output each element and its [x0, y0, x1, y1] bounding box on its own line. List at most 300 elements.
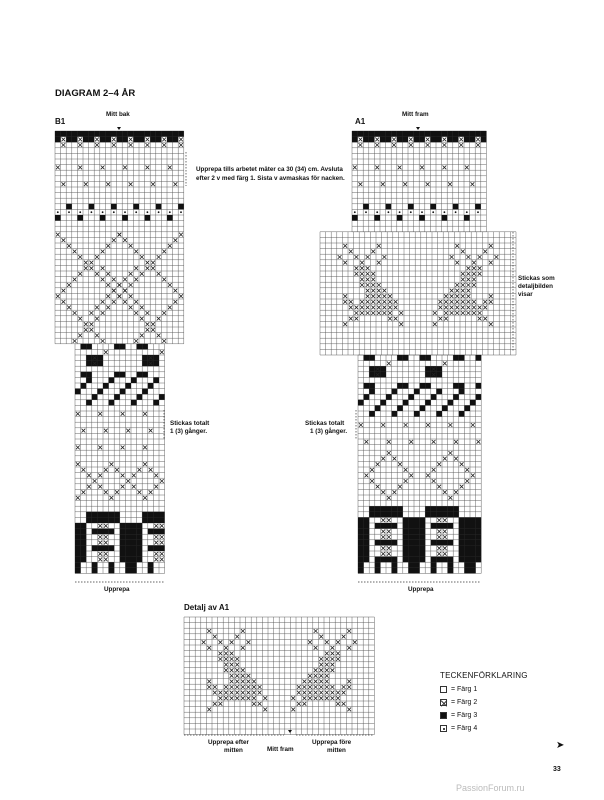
cross-stitch	[450, 289, 454, 293]
cross-stitch	[342, 635, 346, 639]
cross-stitch	[146, 322, 150, 326]
cross-stitch	[118, 294, 122, 298]
cross-stitch	[371, 300, 375, 304]
filled-stitch	[97, 389, 103, 395]
a1-center-marker-icon	[416, 127, 420, 130]
cross-stitch	[398, 462, 402, 466]
cross-stitch	[409, 143, 413, 147]
cross-stitch	[432, 468, 436, 472]
filled-stitch	[92, 529, 98, 535]
filled-stitch	[430, 131, 436, 137]
cross-stitch	[207, 629, 211, 633]
detail-label-left-2: mitten	[224, 747, 243, 754]
cross-stitch	[101, 339, 105, 343]
filled-stitch	[380, 366, 386, 372]
cross-stitch	[143, 446, 147, 450]
b1-note-top-2: efter 2 v med färg 1. Sista v avmaskas för nacken.	[196, 175, 345, 182]
filled-stitch	[431, 394, 437, 400]
cross-stitch	[467, 266, 471, 270]
filled-stitch	[100, 137, 106, 143]
cross-stitch	[140, 317, 144, 321]
filled-stitch	[430, 137, 436, 143]
filled-stitch	[363, 137, 369, 143]
filled-stitch	[420, 557, 426, 563]
filled-stitch	[425, 400, 431, 406]
cross-stitch	[461, 278, 465, 282]
cross-stitch	[325, 663, 329, 667]
cross-stitch	[160, 552, 164, 556]
cross-stitch	[162, 311, 166, 315]
cross-stitch	[219, 702, 223, 706]
filled-stitch	[464, 545, 470, 551]
cross-stitch	[495, 255, 499, 259]
filled-stitch	[150, 131, 156, 137]
dot-stitch	[410, 211, 412, 213]
cross-stitch	[325, 668, 329, 672]
filled-stitch	[125, 534, 131, 540]
cross-stitch	[78, 317, 82, 321]
cross-stitch	[174, 289, 178, 293]
filled-stitch	[431, 568, 437, 574]
filled-stitch	[464, 540, 470, 546]
filled-stitch	[142, 389, 148, 395]
filled-stitch	[425, 366, 431, 372]
filled-stitch	[470, 568, 476, 574]
cross-stitch	[123, 289, 127, 293]
filled-stitch	[97, 512, 103, 518]
filled-stitch	[414, 540, 420, 546]
b1-note-mid-2: 1 (3) gånger.	[170, 428, 208, 435]
cross-stitch	[98, 535, 102, 539]
cross-stitch	[247, 640, 251, 644]
filled-stitch	[408, 529, 414, 535]
filled-stitch	[431, 512, 437, 518]
cross-stitch	[129, 182, 133, 186]
cross-stitch	[349, 300, 353, 304]
filled-stitch	[464, 551, 470, 557]
cross-stitch	[134, 339, 138, 343]
filled-stitch	[442, 512, 448, 518]
cross-stitch	[443, 535, 447, 539]
cross-stitch	[377, 261, 381, 265]
filled-stitch	[431, 562, 437, 568]
cross-stitch	[478, 311, 482, 315]
cross-stitch	[433, 322, 437, 326]
cross-stitch	[461, 250, 465, 254]
filled-stitch	[156, 204, 162, 210]
cross-stitch	[489, 322, 493, 326]
cross-stitch	[371, 289, 375, 293]
filled-stitch	[476, 540, 482, 546]
filled-stitch	[414, 411, 420, 417]
filled-stitch	[167, 131, 173, 137]
cross-stitch	[383, 255, 387, 259]
cross-stitch	[455, 283, 459, 287]
cross-stitch	[78, 272, 82, 276]
filled-stitch	[161, 131, 167, 137]
filled-stitch	[125, 383, 131, 389]
cross-stitch	[366, 306, 370, 310]
cross-stitch	[443, 518, 447, 522]
cross-stitch	[381, 423, 385, 427]
filled-stitch	[397, 512, 403, 518]
cross-stitch	[381, 552, 385, 556]
filled-stitch	[386, 137, 392, 143]
cross-stitch	[465, 479, 469, 483]
filled-stitch	[447, 131, 453, 137]
filled-stitch	[375, 405, 381, 411]
cross-stitch	[112, 238, 116, 242]
cross-stitch	[84, 261, 88, 265]
filled-stitch	[470, 557, 476, 563]
cross-stitch	[98, 485, 102, 489]
filled-stitch	[380, 523, 386, 529]
cross-stitch	[104, 468, 108, 472]
filled-stitch	[364, 355, 370, 361]
cross-stitch	[62, 238, 66, 242]
filled-stitch	[414, 529, 420, 535]
cross-stitch	[101, 300, 105, 304]
cross-stitch	[115, 490, 119, 494]
cross-stitch	[366, 311, 370, 315]
filled-stitch	[375, 562, 381, 568]
cross-stitch	[224, 685, 228, 689]
filled-stitch	[453, 512, 459, 518]
filled-stitch	[81, 383, 87, 389]
cross-stitch	[476, 143, 480, 147]
filled-stitch	[139, 137, 145, 143]
cross-stitch	[471, 474, 475, 478]
legend-label: = Färg 1	[451, 686, 478, 693]
cross-stitch	[121, 412, 125, 416]
cross-stitch	[241, 668, 245, 672]
filled-stitch	[131, 400, 137, 406]
filled-stitch	[464, 568, 470, 574]
cross-stitch	[90, 328, 94, 332]
filled-stitch	[464, 562, 470, 568]
filled-stitch	[358, 551, 364, 557]
filled-stitch	[364, 551, 370, 557]
filled-stitch	[425, 372, 431, 378]
cross-stitch	[355, 317, 359, 321]
cross-stitch	[331, 646, 335, 650]
cross-stitch	[381, 518, 385, 522]
filled-stitch	[380, 512, 386, 518]
cross-stitch	[146, 138, 150, 142]
filled-stitch	[436, 137, 442, 143]
cross-stitch	[98, 474, 102, 478]
cross-stitch	[388, 317, 392, 321]
cross-stitch	[460, 462, 464, 466]
cross-stitch	[224, 657, 228, 661]
cross-stitch	[343, 261, 347, 265]
cross-stitch	[392, 143, 396, 147]
cross-stitch	[366, 255, 370, 259]
a1-note-mid-2: 1 (3) gånger.	[310, 428, 348, 435]
filled-stitch	[125, 523, 131, 529]
cross-stitch	[455, 311, 459, 315]
filled-stitch	[459, 355, 465, 361]
cross-stitch	[90, 322, 94, 326]
cross-stitch	[450, 255, 454, 259]
cross-stitch	[331, 668, 335, 672]
cross-stitch	[174, 182, 178, 186]
cross-stitch	[443, 490, 447, 494]
cross-stitch	[349, 317, 353, 321]
filled-stitch	[414, 131, 420, 137]
cross-stitch	[149, 429, 153, 433]
cross-stitch	[371, 294, 375, 298]
filled-stitch	[97, 529, 103, 535]
filled-stitch	[114, 517, 120, 523]
cross-stitch	[353, 166, 357, 170]
cross-stitch	[95, 334, 99, 338]
cross-stitch	[336, 691, 340, 695]
filled-stitch	[148, 529, 154, 535]
filled-stitch	[459, 389, 465, 395]
cross-stitch	[76, 462, 80, 466]
cross-stitch	[426, 182, 430, 186]
filled-stitch	[464, 517, 470, 523]
filled-stitch	[464, 529, 470, 535]
cross-stitch	[224, 663, 228, 667]
filled-stitch	[453, 383, 459, 389]
filled-stitch	[128, 131, 134, 137]
cross-stitch	[174, 300, 178, 304]
filled-stitch	[464, 405, 470, 411]
filled-stitch	[364, 557, 370, 563]
cross-stitch	[118, 283, 122, 287]
filled-stitch	[125, 557, 131, 563]
cross-stitch	[383, 294, 387, 298]
cross-stitch	[472, 266, 476, 270]
filled-stitch	[380, 372, 386, 378]
cross-stitch	[230, 640, 234, 644]
cross-stitch	[154, 474, 158, 478]
filled-stitch	[81, 540, 87, 546]
cross-stitch	[168, 166, 172, 170]
cross-stitch	[230, 652, 234, 656]
filled-stitch	[137, 534, 143, 540]
cross-stitch	[213, 635, 217, 639]
filled-stitch	[109, 517, 115, 523]
a1-label: A1	[355, 117, 366, 126]
cross-stitch	[104, 350, 108, 354]
filled-stitch	[137, 344, 143, 350]
filled-stitch	[97, 517, 103, 523]
filled-stitch	[442, 215, 448, 221]
cross-stitch	[448, 182, 452, 186]
cross-stitch	[443, 166, 447, 170]
cross-stitch	[140, 334, 144, 338]
cross-stitch	[126, 479, 130, 483]
filled-stitch	[397, 405, 403, 411]
cross-stitch	[82, 429, 86, 433]
dot-square-icon	[440, 725, 447, 732]
filled-stitch	[408, 204, 414, 210]
cross-stitch	[377, 300, 381, 304]
cross-stitch	[461, 306, 465, 310]
filled-stitch	[148, 383, 154, 389]
filled-stitch	[178, 204, 184, 210]
filled-stitch	[167, 215, 173, 221]
cross-stitch	[106, 283, 110, 287]
cross-stitch	[398, 485, 402, 489]
filled-stitch	[369, 506, 375, 512]
cross-stitch	[455, 300, 459, 304]
cross-stitch	[472, 272, 476, 276]
filled-stitch	[470, 131, 476, 137]
filled-stitch	[111, 204, 117, 210]
filled-stitch	[92, 512, 98, 518]
cross-stitch	[62, 143, 66, 147]
filled-stitch	[131, 523, 137, 529]
cross-stitch	[101, 278, 105, 282]
filled-stitch	[386, 523, 392, 529]
cross-stitch	[443, 552, 447, 556]
legend-item	[440, 699, 477, 706]
filled-stitch	[459, 411, 465, 417]
cross-stitch	[90, 311, 94, 315]
cross-stitch	[224, 696, 228, 700]
filled-stitch	[386, 512, 392, 518]
filled-stitch	[131, 557, 137, 563]
filled-stitch	[103, 529, 109, 535]
a1-note-mid-1: Stickas totalt	[305, 420, 345, 427]
cross-stitch	[95, 255, 99, 259]
cross-stitch	[67, 283, 71, 287]
dot-stitch	[466, 211, 468, 213]
filled-stitch	[358, 517, 364, 523]
cross-stitch	[314, 680, 318, 684]
cross-stitch	[449, 496, 453, 500]
filled-stitch	[386, 557, 392, 563]
filled-stitch	[173, 131, 179, 137]
cross-stitch	[467, 294, 471, 298]
cross-stitch	[355, 311, 359, 315]
cross-stitch	[336, 657, 340, 661]
dot-stitch	[388, 211, 390, 213]
cross-stitch	[355, 255, 359, 259]
cross-stitch	[383, 289, 387, 293]
cross-stitch	[319, 691, 323, 695]
cross-stitch	[303, 680, 307, 684]
cross-stitch	[247, 696, 251, 700]
filled-stitch	[408, 534, 414, 540]
filled-stitch	[89, 131, 95, 137]
cross-stitch	[230, 663, 234, 667]
cross-stitch	[138, 468, 142, 472]
cross-stitch	[207, 646, 211, 650]
filled-stitch	[153, 400, 159, 406]
cross-stitch	[437, 546, 441, 550]
cross-stitch	[154, 535, 158, 539]
dot-stitch	[113, 211, 115, 213]
filled-stitch	[145, 131, 151, 137]
cross-stitch	[213, 685, 217, 689]
cross-stitch	[444, 311, 448, 315]
filled-stitch	[358, 131, 364, 137]
filled-stitch	[448, 523, 454, 529]
cross-stitch	[455, 261, 459, 265]
filled-stitch	[414, 523, 420, 529]
cross-stitch	[381, 490, 385, 494]
filled-stitch	[458, 131, 464, 137]
filled-stitch	[61, 131, 67, 137]
cross-stitch	[347, 629, 351, 633]
cross-stitch	[151, 266, 155, 270]
cross-stitch	[297, 691, 301, 695]
cross-stitch	[123, 238, 127, 242]
cross-stitch	[84, 328, 88, 332]
cross-stitch	[247, 685, 251, 689]
cross-stitch	[388, 300, 392, 304]
cross-stitch	[129, 283, 133, 287]
filled-stitch	[403, 517, 409, 523]
cross-stitch	[437, 462, 441, 466]
filled-stitch	[476, 545, 482, 551]
filled-stitch	[392, 568, 398, 574]
filled-stitch	[142, 344, 148, 350]
dot-stitch	[376, 211, 378, 213]
filled-stitch	[408, 568, 414, 574]
cross-stitch	[454, 490, 458, 494]
cross-stitch	[132, 474, 136, 478]
filled-stitch	[352, 131, 358, 137]
filled-stitch	[111, 131, 117, 137]
cross-stitch	[146, 328, 150, 332]
cross-stitch	[219, 657, 223, 661]
cross-stitch	[359, 143, 363, 147]
cross-stitch	[104, 552, 108, 556]
cross-stitch	[336, 640, 340, 644]
cross-stitch	[110, 496, 114, 500]
filled-stitch	[137, 557, 143, 563]
filled-stitch	[72, 131, 78, 137]
filled-stitch	[380, 131, 386, 137]
filled-stitch	[125, 568, 131, 574]
filled-stitch	[459, 534, 465, 540]
filled-stitch	[459, 540, 465, 546]
cross-stitch	[98, 541, 102, 545]
filled-stitch	[125, 529, 131, 535]
filled-stitch	[173, 137, 179, 143]
cross-stitch	[342, 702, 346, 706]
cross-stitch	[230, 657, 234, 661]
filled-stitch	[122, 215, 128, 221]
cross-stitch	[360, 311, 364, 315]
filled-stitch	[153, 512, 159, 518]
filled-stitch	[55, 215, 61, 221]
cross-stitch	[112, 138, 116, 142]
filled-stitch	[448, 400, 454, 406]
cross-stitch	[62, 289, 66, 293]
cross-stitch	[235, 657, 239, 661]
cross-stitch	[443, 138, 447, 142]
filled-stitch	[420, 355, 426, 361]
cross-stitch	[371, 283, 375, 287]
cross-stitch	[343, 294, 347, 298]
cross-stitch	[461, 300, 465, 304]
filled-stitch	[75, 545, 81, 551]
filled-stitch	[159, 529, 165, 535]
cross-stitch	[394, 306, 398, 310]
cross-stitch	[347, 680, 351, 684]
cross-stitch	[78, 166, 82, 170]
filled-stitch	[375, 540, 381, 546]
filled-stitch	[81, 557, 87, 563]
cross-stitch	[393, 457, 397, 461]
